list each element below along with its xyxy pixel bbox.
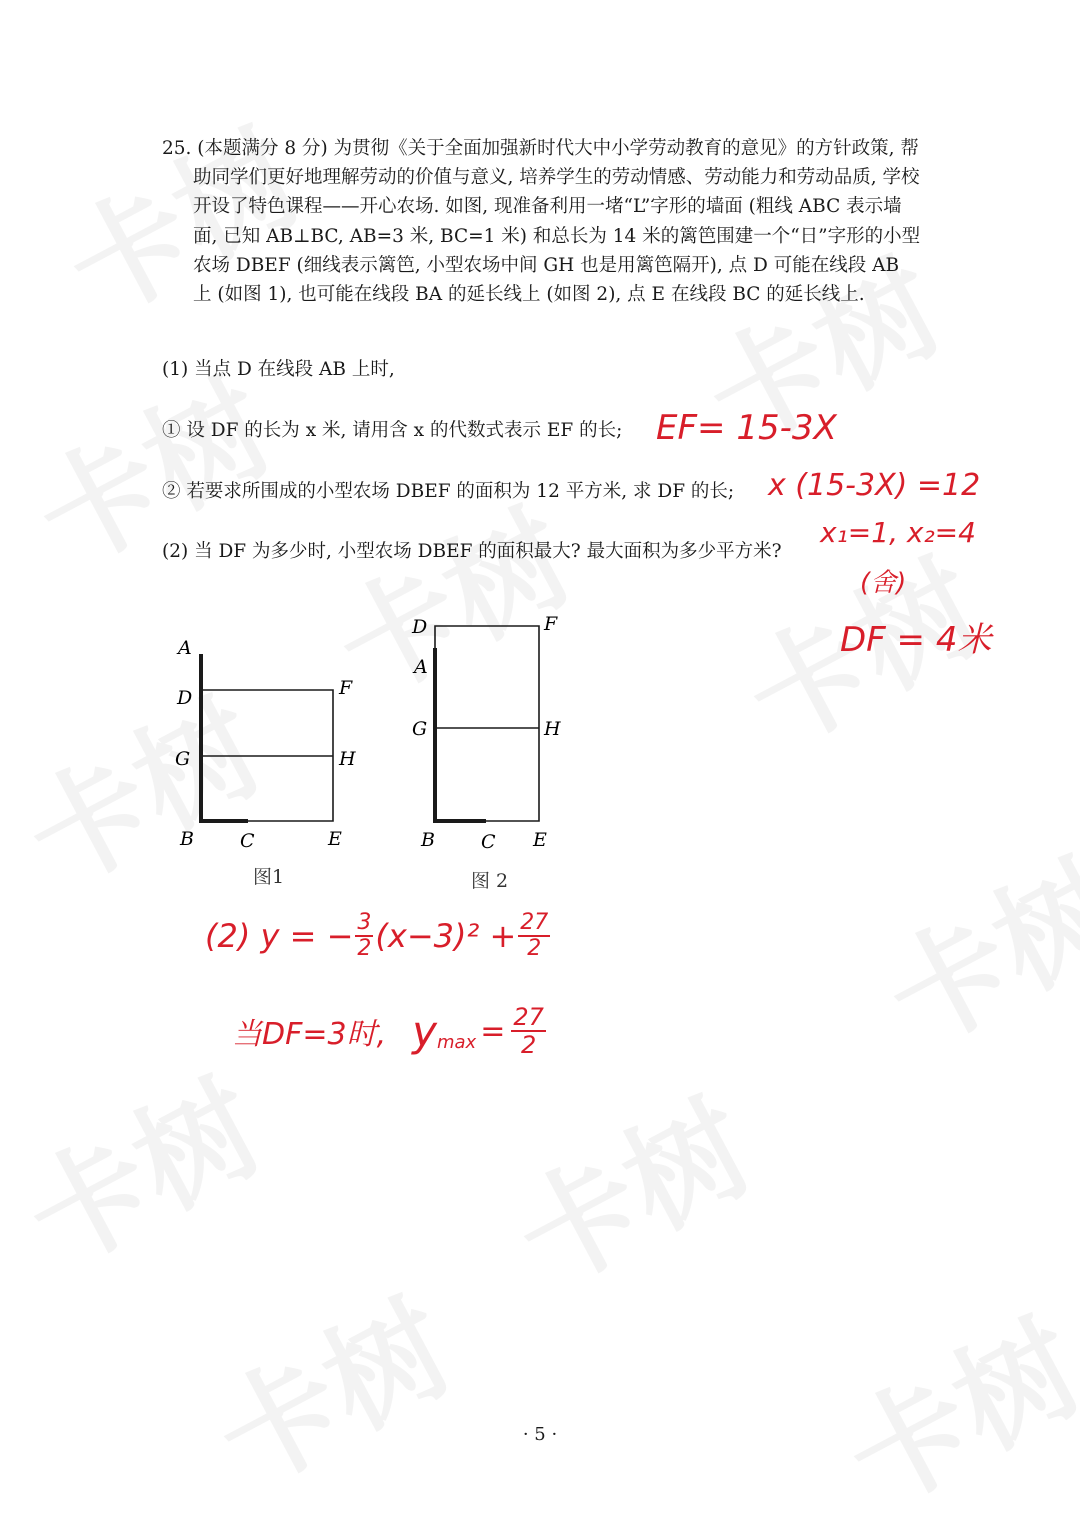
vertex-prefix: (2) y = − <box>205 917 354 955</box>
max-prefix: 当DF=3时, <box>232 1017 387 1052</box>
label-a: A <box>178 637 192 659</box>
question-1: (1) 当点 D 在线段 AB 上时, <box>162 359 395 380</box>
label-d: D <box>412 616 428 638</box>
label-f: F <box>544 613 558 635</box>
label-g: G <box>175 748 191 770</box>
figure-2 <box>400 605 580 860</box>
question-1-1: ① 设 DF 的长为 x 米, 请用含 x 的代数式表示 EF 的长; <box>162 420 623 441</box>
handwritten-vertex-form <box>205 912 552 960</box>
figure-1-caption: 图1 <box>253 866 285 888</box>
vertex-mid: (x−3)² + <box>375 917 517 955</box>
watermark <box>184 1254 477 1519</box>
fence-outline <box>435 626 539 821</box>
question-1-2: ② 若要求所围成的小型农场 DBEF 的面积为 12 平方米, 求 DF 的长; <box>162 481 735 502</box>
problem-text: 25. (本题满分 8 分) 为贯彻《关于全面加强新时代大中小学劳动教育的意见》的方针政策, 帮助同学们更好地理解劳动的价值与意义, 培养学生的劳动情感、劳动能力和劳动品质, 学校开设了特色课程——开心农场. 如图, 现准备利用一堵“L”字形的墙面 (粗线 ABC 表示墙面, 已知 AB⊥BC, AB=3 米, BC=1 米) 和总长为 14 米的篱笆围建一个“日”字形的小型农场 DBEF (细线表示篱笆, 小型农场中间 GH 也是用篱笆隔开), 点 D 可能在线段 AB 上 (如图 1), 也可能在线段 BA 的延长线上 (如图 2), 点 E 在线段 BC 的延长线上. <box>162 138 921 306</box>
handwritten-roots: x₁=1, x₂=4 <box>820 516 976 549</box>
handwritten-ef: EF= 15-3X <box>656 408 837 448</box>
label-e: E <box>533 829 547 851</box>
max-equals: = <box>480 1013 506 1049</box>
handwritten-equation: x (15-3X) =12 <box>768 468 981 503</box>
watermark <box>854 814 1080 1079</box>
label-c: C <box>481 831 496 853</box>
label-h: H <box>339 748 356 770</box>
question-2: (2) 当 DF 为多少时, 小型农场 DBEF 的面积最大? 最大面积为多少平方米? <box>162 541 782 562</box>
problem-statement <box>162 134 922 309</box>
fraction-27-halves-max: $\frac{27}{2}$ <box>513 1003 544 1059</box>
label-g: G <box>412 718 428 740</box>
page-number: · 5 · <box>522 1424 558 1445</box>
watermark <box>484 1054 777 1319</box>
handwritten-reject: (舍) <box>860 568 907 598</box>
max-y: y <box>412 1006 437 1056</box>
label-c: C <box>240 830 255 852</box>
label-f: F <box>339 677 353 699</box>
label-e: E <box>328 828 342 850</box>
fraction-three-halves: $\frac{3}{2}$ <box>357 910 372 961</box>
max-subscript: max <box>436 1032 477 1053</box>
label-a: A <box>414 656 428 678</box>
label-d: D <box>177 687 193 709</box>
figure-2-caption: 图 2 <box>471 870 509 892</box>
figure-1 <box>160 630 380 860</box>
fraction-27-halves: $\frac{27}{2}$ <box>520 910 549 961</box>
label-b: B <box>180 828 194 850</box>
label-b: B <box>421 829 435 851</box>
handwritten-df: DF = 4米 <box>840 620 992 660</box>
watermark <box>814 1274 1080 1538</box>
handwritten-max <box>232 1005 548 1057</box>
label-h: H <box>544 718 561 740</box>
watermark <box>0 1034 286 1299</box>
